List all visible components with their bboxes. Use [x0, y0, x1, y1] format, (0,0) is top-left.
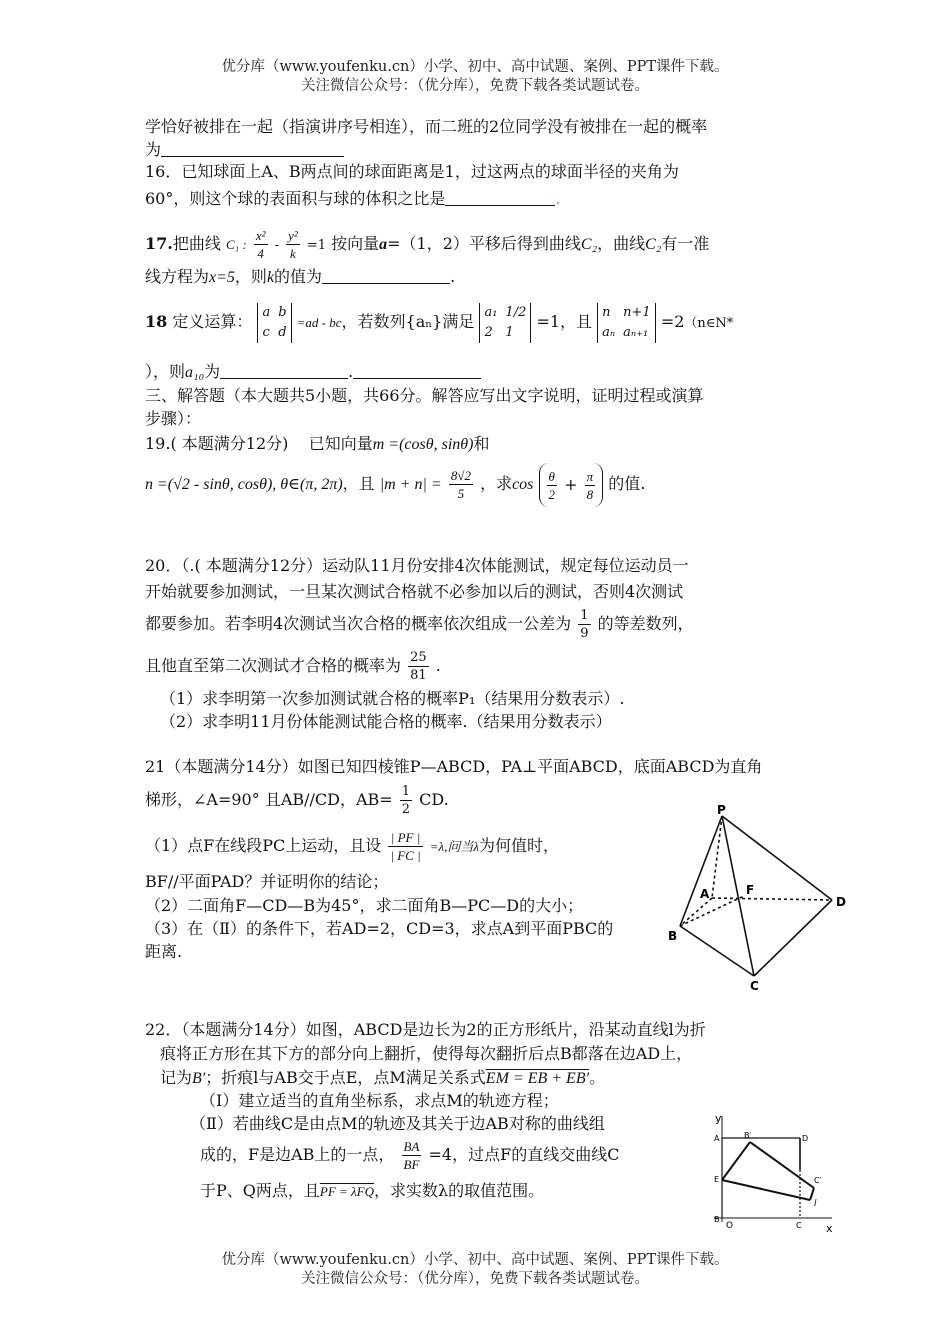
segment-b-prime-c-prime — [750, 1142, 814, 1188]
header-line-1: 优分库（www.youfenku.cn）小学、初中、高中试题、案例、PPT课件下载。 — [221, 59, 729, 75]
fraction: $\frac{1}{9}$ — [580, 608, 589, 641]
answer-blank[interactable] — [161, 140, 344, 157]
label-c-prime: C′ — [814, 1176, 822, 1185]
determinant-1: a₁ 1/2 2 1 — [479, 303, 531, 343]
label-b-prime: B′ — [744, 1131, 752, 1140]
q19-line-2: n =(√2 - sinθ, cosθ), θ∈(π, 2π)，且 |m + n| = $\frac{8√2}{5}$ ，求cos $\frac{\theta}{2}$ + $\frac{\pi}{8}$ 的值. — [145, 462, 645, 507]
label-b: B — [714, 1215, 720, 1224]
label-y: y — [715, 1112, 722, 1125]
answer-blank[interactable] — [353, 362, 481, 379]
label-l: l — [814, 1199, 817, 1209]
q20-line-3: 都要参加。若李明4次测试当次合格的概率依次组成一公差为 $\frac{1}{9}$ 的等差数列， — [145, 608, 694, 641]
q16-line-1: 16．已知球面上A、B两点间的球面距离是1，过这两点的球面半径的夹角为 — [145, 162, 679, 181]
q22-sub-2-line-3: 于P、Q两点，且PF = λFQ，求实数λ的取值范围。 — [200, 1181, 545, 1200]
q20-sub-2: （2）求李明11月份体能测试能合格的概率.（结果用分数表示） — [160, 712, 612, 731]
edge-ad — [712, 898, 832, 900]
q22-sub-1: （Ⅰ）建立适当的直角坐标系，求点M的轨迹方程； — [200, 1091, 559, 1110]
fraction: $\frac{| PF |}{| FC |}$ — [390, 830, 421, 863]
segment-eb-prime — [722, 1142, 750, 1180]
q16-line-2: 60°，则这个球的表面积与球的体积之比是 . — [145, 189, 561, 208]
header-line-2: 关注微信公众号：（优分库），免费下载各类试题试卷。 — [301, 78, 649, 94]
fraction: $\frac{8√2}{5}$ — [450, 468, 471, 501]
label-f: F — [746, 883, 755, 897]
q21-sub-2: （2）二面角F—CD—B为45°，求二面角B—PC—D的大小； — [145, 896, 584, 915]
q21-line-2: 梯形，∠A=90° 且AB//CD，AB= $\frac{1}{2}$ CD. — [145, 784, 449, 817]
fraction: $\frac{\pi}{8}$ — [586, 468, 594, 502]
label-c: C — [796, 1221, 802, 1230]
q21-sub-3-line-1: （3）在（Ⅱ）的条件下，若AD=2，CD=3，求点A到平面PBC的 — [145, 919, 614, 938]
q15-line-1: 学恰好被排在一起（指演讲序号相连），而二班的2位同学没有被排在一起的概率 — [145, 117, 708, 136]
q22-line-3: 记为B′；折痕l与AB交于点E，点M满足关系式EM = EB + EB′。 — [160, 1068, 606, 1087]
answer-blank[interactable] — [445, 189, 555, 206]
q15-line-2: 为 — [145, 139, 344, 161]
q21-sub-1: （1）点F在线段PC上运动，且设 $\frac{| PF |}{| FC |}$ =λ,问当λ为何值时， — [145, 830, 560, 863]
fraction: $\frac{\theta}{2}$ — [548, 468, 555, 502]
label-d: D — [836, 895, 846, 909]
label-e: E — [714, 1175, 720, 1184]
q22-sub-2-line-2: 成的，F是边AB上的一点， $\frac{BA}{BF}$ =4，过点F的直线交曲线C — [200, 1139, 620, 1172]
q17-line-2: 线方程为x=5，则k的值为 . — [145, 267, 456, 286]
fold-line-l — [722, 1180, 810, 1200]
q21-line-1: 21（本题满分14分）如图已知四棱锥P—ABCD，PA⊥平面ABCD，底面ABCD为直角 — [145, 757, 763, 776]
q22-sub-2-line-1: （Ⅱ）若曲线C是由点M的轨迹及其关于边AB对称的曲线组 — [190, 1114, 605, 1133]
q22-line-2: 痕将正方形在其下方的部分向上翻折，使得每次翻折后点B都落在边AD上， — [160, 1044, 693, 1063]
q21-sub-1-line-2: BF//平面PAD？并证明你的结论； — [145, 872, 389, 891]
q17-line-1: 17.把曲线 C₁ : $\frac{\text{x²}}{4}$ - $\frac{\text{y²}}{k}$ =1 按向量a=（1，2）平移后得到曲线C₂，曲线C₂有一准 — [145, 228, 710, 261]
fraction: $\frac{25}{81}$ — [410, 650, 427, 683]
fraction: $\frac{\text{x²}}{4}$ — [255, 228, 266, 261]
edge-cd — [754, 900, 832, 976]
q21-sub-3-line-2: 距离. — [145, 942, 183, 961]
q18-line-1: 18 定义运算： a b c d =ad - bc，若数列{aₙ}满足 a₁ 1/2 2 1 =1，且 n n+1 aₙ aₙ₊₁ =2（n∈N* — [145, 300, 733, 346]
label-a: A — [714, 1134, 720, 1143]
answer-blank[interactable] — [220, 362, 348, 379]
q20-line-1: 20．（.( 本题满分12分）运动队11月份安排4次体能测试，规定每位运动员一 — [145, 556, 689, 575]
label-d: D — [802, 1134, 809, 1143]
edge-pd — [722, 816, 832, 900]
pyramid-figure — [660, 800, 860, 995]
q20-line-2: 开始就要参加测试，一旦某次测试合格就不必参加以后的测试，否则4次测试 — [145, 582, 684, 601]
label-b: B — [668, 929, 678, 943]
section-3-line-2: 步骤）： — [145, 409, 202, 428]
q20-sub-1: （1）求李明第一次参加测试就合格的概率P₁（结果用分数表示）. — [160, 689, 625, 708]
q20-line-4: 且他直至第二次测试才合格的概率为 $\frac{25}{81}$ . — [145, 650, 441, 683]
label-x: x — [826, 1222, 833, 1235]
label-p: P — [717, 803, 726, 817]
footer-line-2: 关注微信公众号：（优分库），免费下载各类试题试卷。 — [301, 1271, 649, 1287]
label-o: O — [726, 1221, 734, 1231]
fraction: $\frac{BA}{BF}$ — [403, 1139, 420, 1172]
edge-bc — [680, 926, 754, 976]
q18-line-2: ），则a₁₀为 . — [145, 361, 481, 384]
answer-blank[interactable] — [322, 267, 450, 284]
q19-line-1: 19.( 本题满分12分) 已知向量m =(cosθ, sinθ)和 — [145, 434, 490, 453]
determinant-definition: a b c d — [257, 303, 291, 343]
fraction: $\frac{1}{2}$ — [401, 784, 411, 817]
section-3-line-1: 三、解答题（本大题共5小题，共66分。解答应写出文字说明，证明过程或演算 — [145, 386, 704, 405]
parenthesis-group: $\frac{\theta}{2}$ + $\frac{\pi}{8}$ — [539, 463, 604, 507]
determinant-2: n n+1 aₙ aₙ₊₁ — [597, 303, 656, 343]
footer-line-1: 优分库（www.youfenku.cn）小学、初中、高中试题、案例、PPT课件下载。 — [221, 1252, 729, 1268]
folding-figure — [706, 1110, 840, 1238]
label-c: C — [750, 979, 759, 993]
fraction: $\frac{\text{y²}}{k}$ — [288, 228, 298, 261]
label-a: A — [700, 887, 710, 901]
q22-line-1: 22．（本题满分14分）如图，ABCD是边长为2的正方形纸片，沿某动直线l为折 — [145, 1020, 706, 1039]
